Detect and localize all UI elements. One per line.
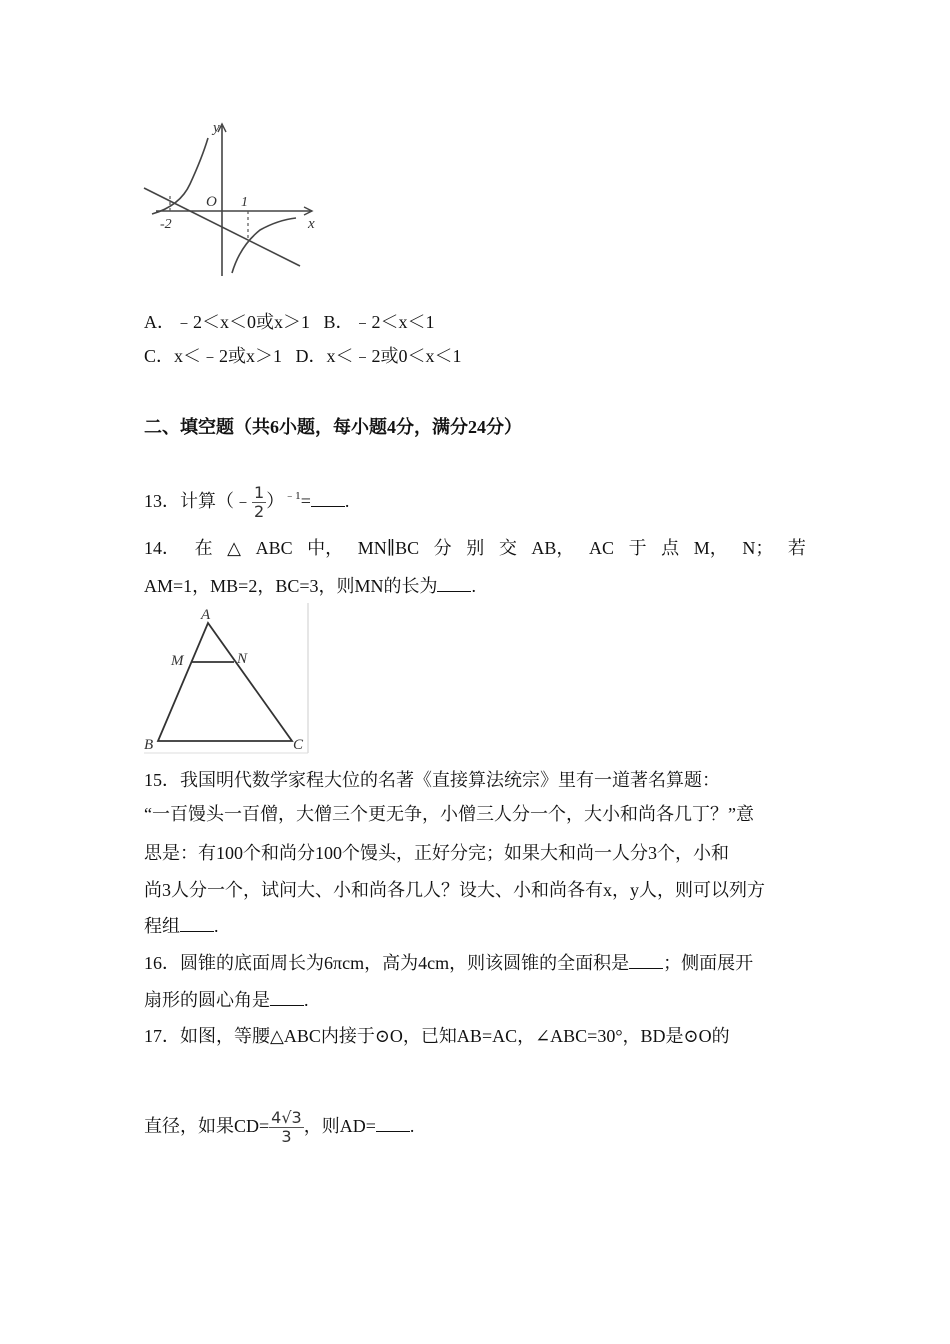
q14-part: ABC [255, 538, 293, 558]
q14-part: 在 [194, 538, 213, 558]
q17-line-2 [144, 1102, 414, 1150]
q16-line-1 [144, 950, 753, 976]
q15-end: . [214, 916, 219, 936]
q17-line-1: 17．如图，等腰△ABC内接于⊙O，已知AB=AC，∠ABC=30°，BD是⊙O的 [144, 1026, 730, 1046]
label-a: A [201, 607, 211, 623]
q13-end: . [344, 491, 350, 511]
y-axis-label: y [213, 120, 220, 136]
q17-line-2b: ，则AD= [303, 1116, 376, 1136]
question-13 [144, 474, 349, 523]
q16-line-1a: 16．圆锥的底面周长为6πcm，高为4cm，则该圆锥的全面积是 [144, 953, 630, 973]
q14-end: . [471, 576, 476, 596]
q17-line-2a: 直径，如果CD= [144, 1116, 270, 1136]
q14-part: 中， [307, 538, 344, 558]
q14-part: 14． [144, 538, 180, 558]
q15-line-2: “一百馒头一百僧，大僧三个更无争，小僧三人分一个，大小和尚各几丁？”意 [144, 804, 754, 824]
q16-line-2-text: 扇形的圆心角是 [144, 990, 270, 1010]
tick-label-1: 1 [241, 195, 248, 210]
q13-equals: = [300, 491, 311, 511]
q13-prefix: 13．计算（﹣ [144, 491, 252, 511]
q15-line-5-text: 程组 [144, 916, 180, 936]
q17-answer-blank [376, 1113, 410, 1132]
q17-fraction [269, 1109, 304, 1146]
triangle-figure [140, 603, 310, 755]
option-a: A．﹣2＜x＜0或x＞1 [144, 312, 310, 332]
option-b: B．﹣2＜x＜1 [323, 312, 435, 332]
q16-line-2 [144, 987, 309, 1013]
q13-frac-den: 2 [254, 502, 265, 522]
q13-exponent: ﹣1 [284, 490, 301, 502]
q14-part: N； [742, 538, 774, 558]
q14-part: 分 [433, 538, 452, 558]
q14-part: AC [589, 538, 615, 558]
question-14-line-1 [144, 535, 806, 561]
q17-frac-num: 4√3 [271, 1108, 302, 1128]
q17-end: . [409, 1116, 415, 1136]
option-d: D．x＜﹣2或0＜x＜1 [295, 346, 462, 366]
q14-part: 点 [661, 538, 680, 558]
q14-part: △ [227, 538, 241, 558]
q13-frac-num: 1 [254, 483, 265, 503]
q17-frac-den: 3 [281, 1127, 292, 1147]
q15-answer-blank [180, 913, 214, 932]
q14-part: M， [693, 538, 728, 558]
tick-label-neg2: -2 [160, 217, 172, 232]
q15-line-3: 思是：有100个和尚分100个馒头，正好分完；如果大和尚一人分3个，小和 [144, 843, 729, 863]
q13-close: ） [266, 491, 285, 511]
options-row-1 [144, 309, 435, 335]
q14-line-2-text: AM=1，MB=2，BC=3，则MN的长为 [144, 576, 438, 596]
q14-part: 别 [466, 538, 485, 558]
function-graph-figure [140, 118, 325, 280]
q14-part: 交 [498, 538, 517, 558]
q13-answer-blank [311, 488, 345, 507]
q15-line-4: 尚3人分一个，试问大、小和尚各几人？设大、小和尚各有x，y人，则可以列方 [144, 880, 765, 900]
label-m: M [171, 653, 184, 669]
q14-part: 于 [628, 538, 647, 558]
q16-answer-blank-1 [629, 950, 663, 969]
q14-part: 若 [787, 538, 806, 558]
q14-part: MN∥BC [357, 538, 420, 558]
options-row-2 [144, 343, 462, 369]
label-n: N [237, 651, 248, 667]
q16-line-1b: ；侧面展开 [663, 953, 754, 973]
q15-line-1: 15．我国明代数学家程大位的名著《直接算法统宗》里有一道著名算题： [144, 770, 720, 790]
q15-line-5 [144, 913, 219, 939]
triangle-abc [158, 623, 292, 741]
q13-fraction [252, 484, 266, 521]
q14-answer-blank [437, 573, 471, 592]
option-c: C．x＜﹣2或x＞1 [144, 346, 283, 366]
question-14-line-2 [144, 573, 476, 599]
origin-label: O [206, 194, 217, 210]
x-axis-label: x [308, 216, 315, 232]
q16-end: . [304, 990, 309, 1010]
label-c: C [293, 737, 304, 753]
section-heading: 二、填空题（共6小题，每小题4分，满分24分） [144, 417, 522, 437]
q16-answer-blank-2 [270, 987, 304, 1006]
label-b: B [144, 737, 154, 753]
q14-part: AB， [531, 538, 575, 558]
